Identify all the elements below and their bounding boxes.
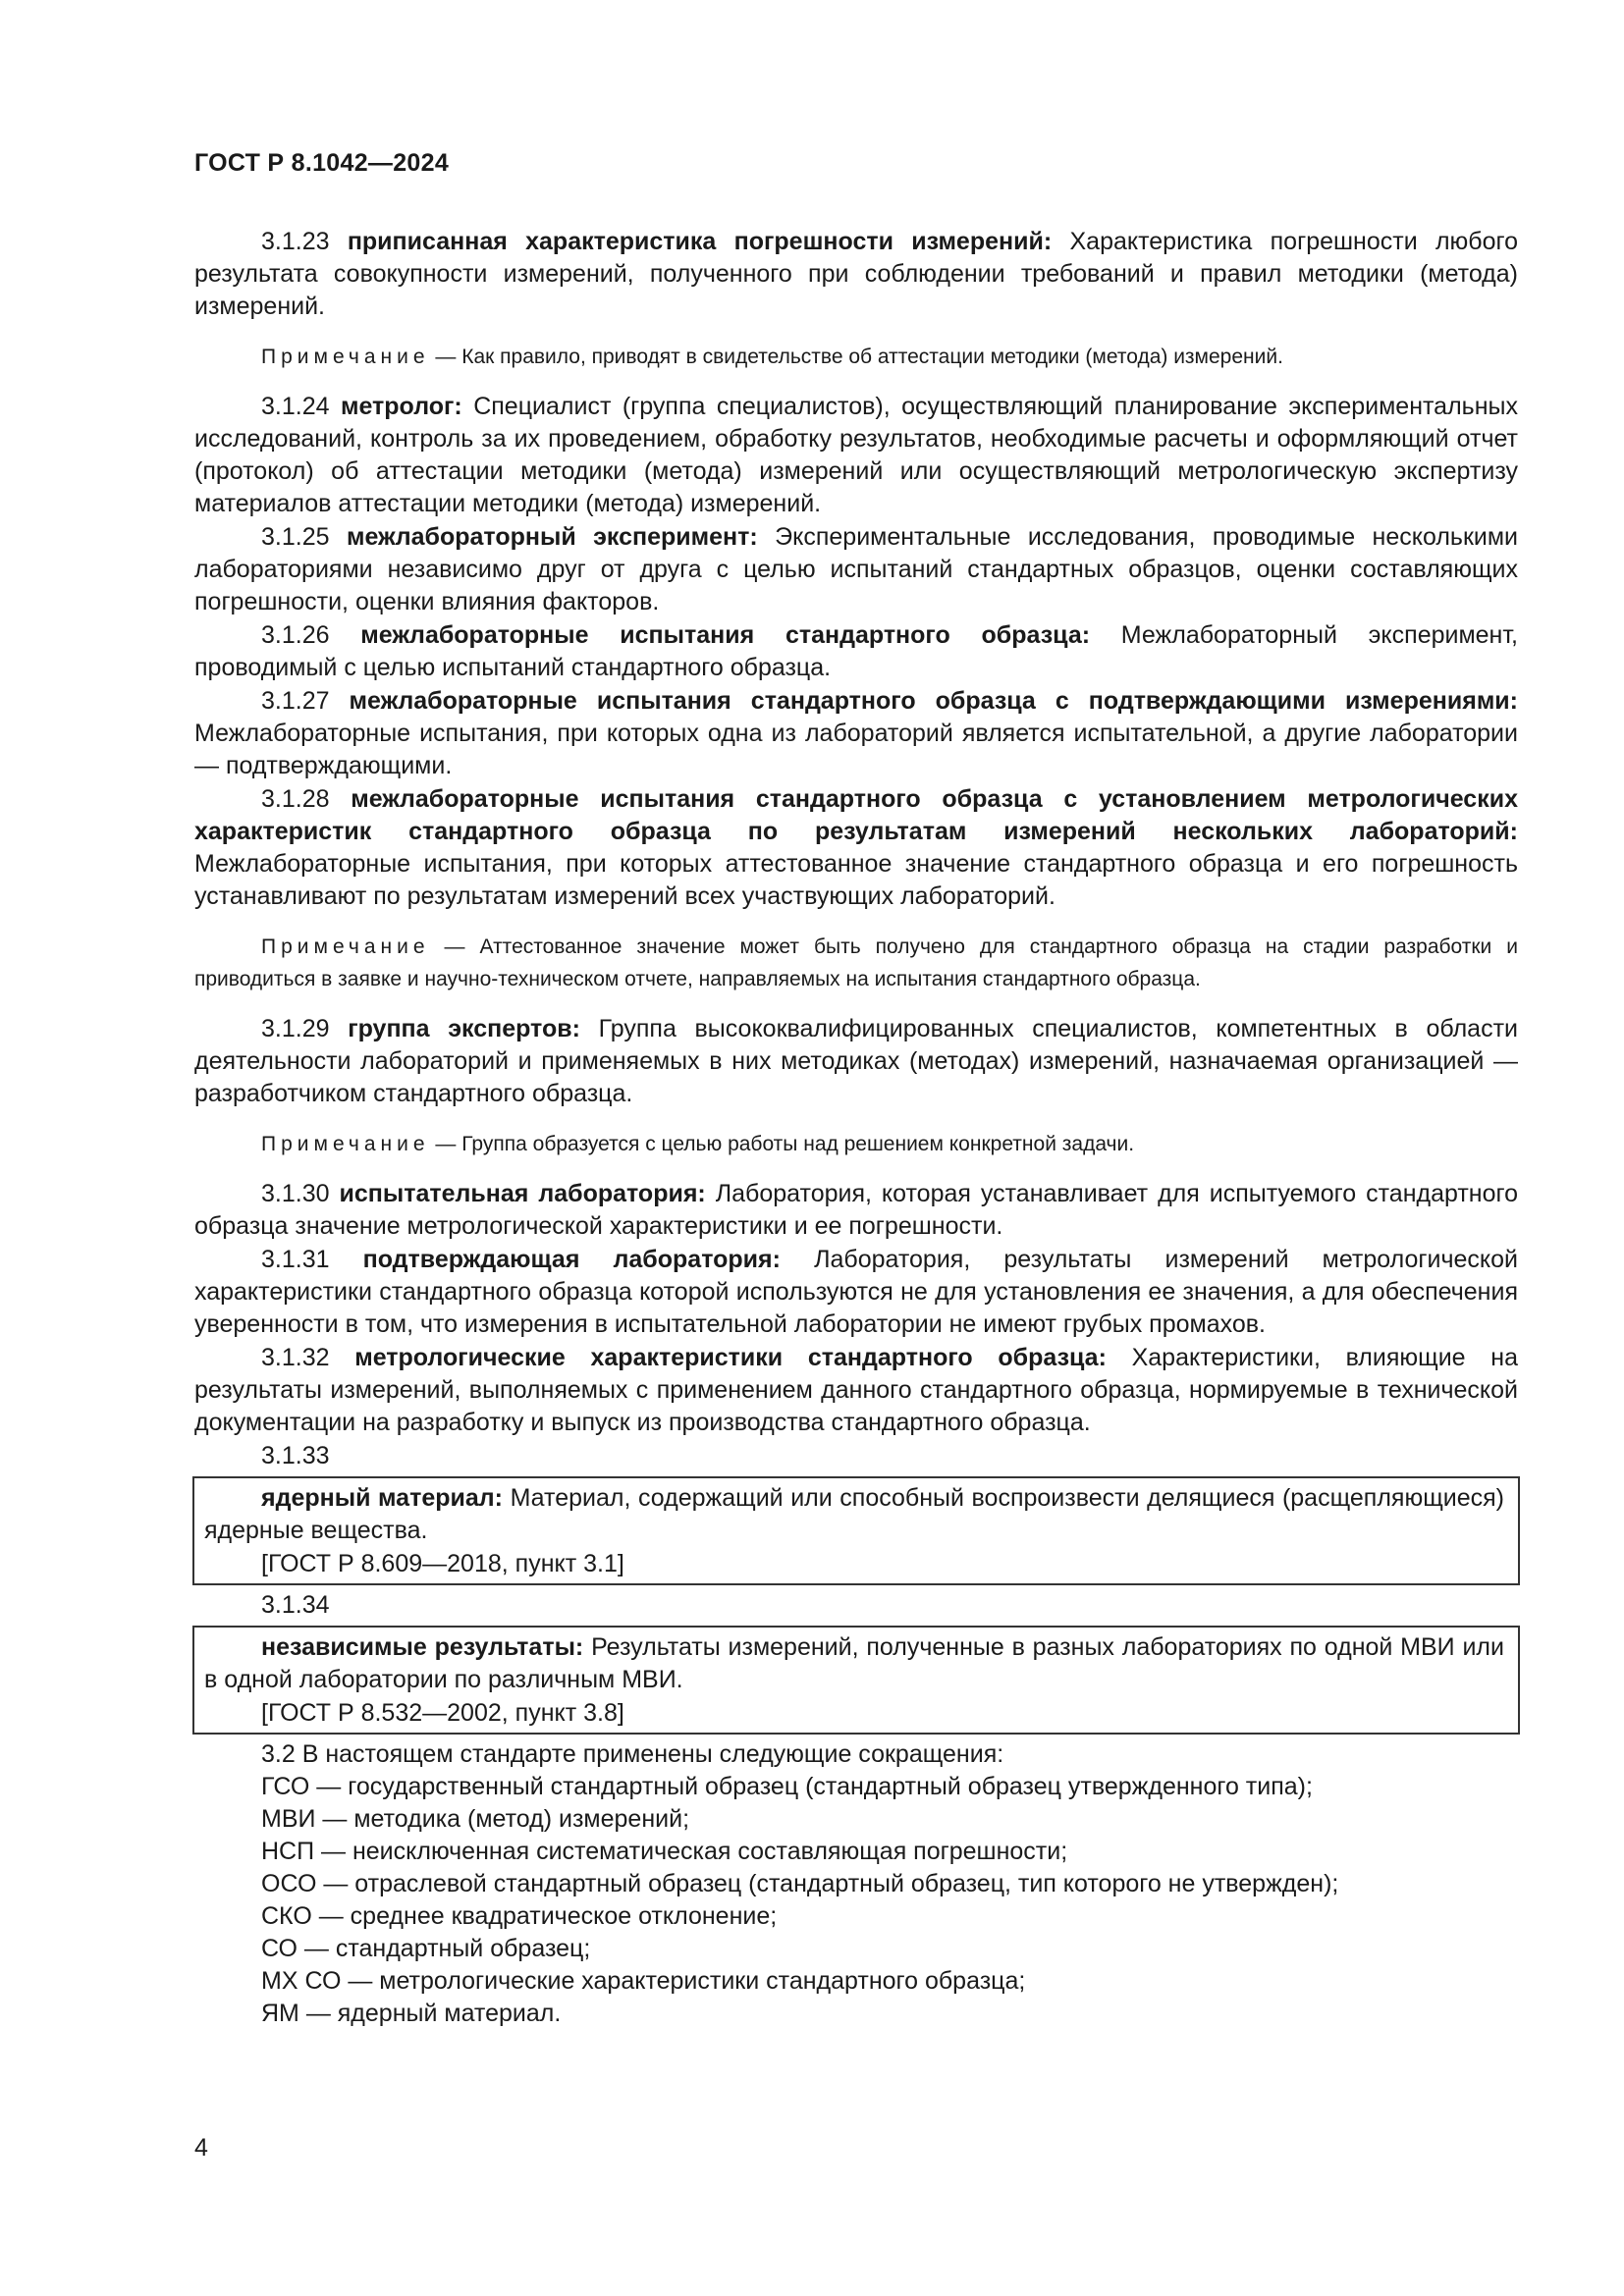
term-title: независимые результаты:	[261, 1633, 584, 1661]
page-number: 4	[194, 2134, 208, 2162]
term-3-1-28	[194, 783, 1518, 913]
document-body	[194, 226, 1518, 2030]
term-title: межлабораторные испытания стандартного образца:	[360, 621, 1091, 649]
note-text: — Аттестованное значение может быть получено для стандартного образца на стадии разработки и приводиться в заявке и научно-техническом отчете, направляемых на испытания стандартного образца.	[194, 935, 1518, 990]
term-3-1-32	[194, 1342, 1518, 1439]
term-title: группа экспертов:	[348, 1015, 580, 1042]
term-title: испытательная лаборатория:	[339, 1180, 706, 1207]
term-number: 3.1.29	[261, 1015, 330, 1042]
term-number: 3.1.33	[261, 1442, 330, 1469]
term-3-1-25	[194, 521, 1518, 618]
term-title: межлабораторные испытания стандартного образца с подтверждающими измерениями:	[349, 687, 1519, 715]
term-number: 3.1.32	[261, 1344, 330, 1371]
term-definition: Характеристика погрешности любого результата совокупности измерений, полученного при соблюдении требований и правил методики (метода) измерений.	[194, 228, 1519, 320]
term-title: приписанная характеристика погрешности измерений:	[347, 228, 1053, 255]
term-number: 3.1.26	[261, 621, 330, 649]
abbreviation-item: ГСО — государственный стандартный образец (стандартный образец утвержденного типа);	[261, 1773, 1313, 1800]
term-definition: Экспериментальные исследования, проводимые несколькими лабораториями независимо друг от друга с целью испытаний стандартных образцов, оценки составляющих погрешности, оценки влияния факторов.	[194, 523, 1519, 615]
term-definition: Межлабораторный эксперимент, проводимый с целью испытаний стандартного образца.	[194, 621, 1518, 681]
term-3-1-23	[194, 226, 1518, 323]
term-number: 3.1.28	[261, 785, 330, 813]
term-definition: Материал, содержащий или способный воспроизвести делящиеся (расщепляющиеся) ядерные вещества.	[204, 1484, 1504, 1544]
term-3-1-30	[194, 1178, 1518, 1243]
quoted-term-box	[192, 1476, 1520, 1585]
term-number: 3.1.30	[261, 1180, 330, 1207]
term-definition: Межлабораторные испытания, при которых одна из лабораторий является испытательной, а другие лаборатории — подтверждающими.	[194, 720, 1518, 779]
term-number: 3.1.25	[261, 523, 330, 551]
term-3-1-27	[194, 685, 1518, 782]
note-text: — Как правило, приводят в свидетельстве об аттестации методики (метода) измерений.	[435, 346, 1283, 368]
term-title: подтверждающая лаборатория:	[362, 1246, 781, 1273]
term-source: [ГОСТ Р 8.532—2002, пункт 3.8]	[261, 1699, 624, 1727]
term-definition: Результаты измерений, полученные в разных лабораториях по одной МВИ или в одной лаборатории по различным МВИ.	[204, 1633, 1504, 1693]
term-definition: Межлабораторные испытания, при которых аттестованное значение стандартного образца и его погрешность устанавливают по результатам измерений всех участвующих лабораторий.	[194, 850, 1518, 910]
note	[194, 931, 1518, 995]
term-title: метрологические характеристики стандартного образца:	[354, 1344, 1107, 1371]
abbreviations-intro: 3.2 В настоящем стандарте применены следующие сокращения:	[261, 1740, 1004, 1768]
abbreviation-item: ЯМ — ядерный материал.	[261, 2000, 562, 2027]
term-3-1-33	[204, 1482, 1504, 1547]
term-3-1-31	[194, 1244, 1518, 1341]
term-number: 3.1.23	[261, 228, 330, 255]
note-label: Примечание	[261, 346, 430, 368]
abbreviation-item: НСП — неисключенная систематическая составляющая погрешности;	[261, 1838, 1068, 1865]
document-header: ГОСТ Р 8.1042—2024	[194, 149, 450, 177]
note-label: Примечание	[261, 935, 430, 958]
abbreviation-item: МВИ — методика (метод) измерений;	[261, 1805, 690, 1833]
term-title: межлабораторные испытания стандартного образца с установлением метрологических характеристик стандартного образца по результатам измерений нескольких лабораторий:	[194, 785, 1518, 845]
term-definition: Лаборатория, которая устанавливает для испытуемого стандартного образца значение метрологической характеристики и ее погрешности.	[194, 1180, 1518, 1240]
term-title: межлабораторный эксперимент:	[346, 523, 758, 551]
quoted-term-box	[192, 1626, 1520, 1735]
abbreviation-item: МХ СО — метрологические характеристики стандартного образца;	[261, 1967, 1026, 1995]
term-3-1-26	[194, 619, 1518, 684]
term-title: метролог:	[340, 393, 462, 420]
abbreviation-item: СО — стандартный образец;	[261, 1935, 591, 1962]
term-definition: Характеристики, влияющие на результаты измерений, выполняемых с применением данного стандартного образца, нормируемые в технической документации на разработку и выпуск из производства стандартного образца.	[194, 1344, 1518, 1436]
term-source: [ГОСТ Р 8.609—2018, пункт 3.1]	[261, 1550, 624, 1577]
note-text: — Группа образуется с целью работы над решением конкретной задачи.	[435, 1133, 1135, 1155]
note	[194, 1128, 1518, 1160]
term-title: ядерный материал:	[261, 1484, 503, 1512]
term-3-1-34	[204, 1631, 1504, 1696]
term-3-1-24	[194, 391, 1518, 520]
term-number: 3.1.24	[261, 393, 330, 420]
term-number: 3.1.27	[261, 687, 330, 715]
note	[194, 341, 1518, 373]
term-3-1-29	[194, 1013, 1518, 1110]
abbreviation-item: ОСО — отраслевой стандартный образец (стандартный образец, тип которого не утвержден);	[261, 1870, 1339, 1897]
term-definition: Группа высококвалифицированных специалистов, компетентных в области деятельности лабораторий и применяемых в них методиках (методах) измерений, назначаемая организацией — разработчиком стандартного образца.	[194, 1015, 1519, 1107]
term-number: 3.1.34	[261, 1591, 330, 1619]
abbreviation-item: СКО — среднее квадратическое отклонение;	[261, 1902, 778, 1930]
term-number: 3.1.31	[261, 1246, 330, 1273]
term-definition: Специалист (группа специалистов), осуществляющий планирование экспериментальных исследований, контроль за их проведением, обработку результатов, необходимые расчеты и оформляющий отчет (протокол) об аттестации методики (метода) измерений или осуществляющий метрологическую экспертизу материалов аттестации методики (метода) измерений.	[194, 393, 1518, 517]
term-definition: Лаборатория, результаты измерений метрологической характеристики стандартного образца которой используются не для установления ее значения, а для обеспечения уверенности в том, что измерения в испытательной лаборатории не имеют грубых промахов.	[194, 1246, 1519, 1338]
note-label: Примечание	[261, 1133, 430, 1155]
